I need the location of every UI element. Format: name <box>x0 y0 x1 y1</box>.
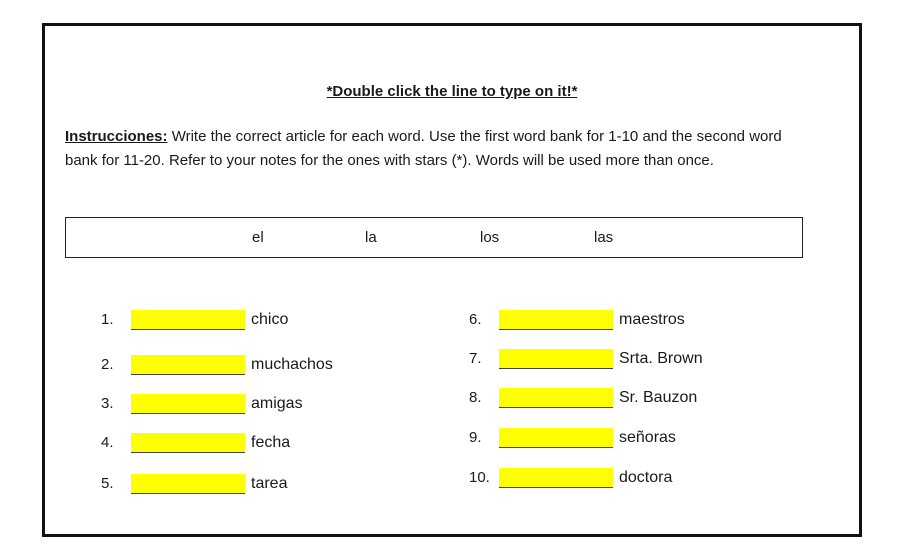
item-number: 1. <box>101 311 114 328</box>
answer-blank-9[interactable] <box>499 428 613 448</box>
answer-blank-5[interactable] <box>131 474 245 494</box>
item-word: Srta. Brown <box>619 350 703 367</box>
item-word: doctora <box>619 469 673 486</box>
word-bank-los: los <box>480 229 500 246</box>
item-number: 2. <box>101 356 114 373</box>
word-bank <box>65 217 803 258</box>
answer-blank-4[interactable] <box>131 433 245 453</box>
word-bank-el: el <box>252 229 264 246</box>
answer-blank-3[interactable] <box>131 394 245 414</box>
word-bank-la: la <box>365 229 377 246</box>
item-word: chico <box>251 311 289 328</box>
instructions-label: Instrucciones: <box>65 128 168 145</box>
instructions <box>65 125 810 172</box>
answer-blank-1[interactable] <box>131 310 245 330</box>
answer-blank-10[interactable] <box>499 468 613 488</box>
instructions-text: Write the correct article for each word. Use the first word bank for 1-10 and the second word bank for 11-20. Refer to your notes for the ones with stars (*). Words will be used more than once. <box>65 128 782 169</box>
item-number: 4. <box>101 434 114 451</box>
item-word: tarea <box>251 475 288 492</box>
item-number: 8. <box>469 389 482 406</box>
item-number: 5. <box>101 475 114 492</box>
item-word: fecha <box>251 434 291 451</box>
item-number: 7. <box>469 350 482 367</box>
item-word: amigas <box>251 395 303 412</box>
answer-blank-7[interactable] <box>499 349 613 369</box>
worksheet-title: *Double click the line to type on it!* <box>326 83 578 100</box>
item-word: señoras <box>619 429 676 446</box>
answer-blank-2[interactable] <box>131 355 245 375</box>
item-word: Sr. Bauzon <box>619 389 698 406</box>
item-number: 10. <box>469 469 490 486</box>
answer-blank-6[interactable] <box>499 310 613 330</box>
word-bank-las: las <box>594 229 614 246</box>
worksheet-page <box>42 23 862 537</box>
answer-blank-8[interactable] <box>499 388 613 408</box>
item-number: 6. <box>469 311 482 328</box>
item-number: 3. <box>101 395 114 412</box>
item-number: 9. <box>469 429 482 446</box>
item-word: maestros <box>619 311 685 328</box>
item-word: muchachos <box>251 356 333 373</box>
